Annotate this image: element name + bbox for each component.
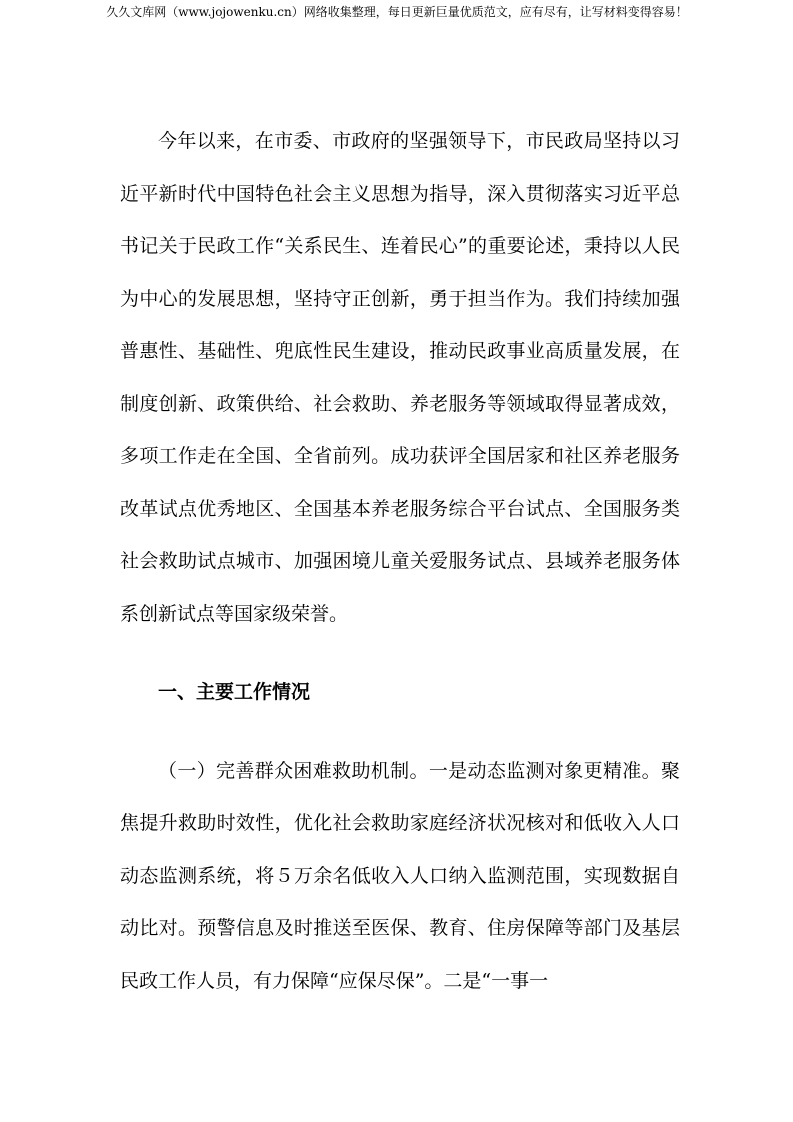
intro-paragraph: 今年以来，在市委、市政府的坚强领导下，市民政局坚持以习近平新时代中国特色社会主义思想为指导，深入贯彻落实习近平总书记关于民政工作“关系民生、连着民心”的重要论述，秉持以人民为中心的发展思想，坚持守正创新，勇于担当作为。我们持续加强普惠性、基础性、兜底性民生建设，推动民政事业高质量发展，在制度创新、政策供给、社会救助、养老服务等领域取得显著成效，多项工作走在全国、全省前列。成功获评全国居家和社区养老服务改革试点优秀地区、全国基本养老服务综合平台试点、全国服务类社会救助试点城市、加强困境儿童关爱服务试点、县域养老服务体系创新试点等国家级荣誉。 xyxy=(120,130,680,625)
page-header: 久久文库网（www.jojowenku.cn）网络收集整理，每日更新巨量优质范文，应有尽有，让写材料变得容易！ xyxy=(106,5,688,19)
section-paragraph: （一）完善群众困难救助机制。一是动态监测对象更精准。聚焦提升救助时效性，优化社会救助家庭经济状况核对和低收入人口动态监测系统，将５万余名低收入人口纳入监测范围，实现数据自动比对。预警信息及时推送至医保、教育、住房保障等部门及基层民政工作人员，有力保障“应保尽保”。二是“一事一 xyxy=(120,759,680,992)
section-heading: 一、主要工作情况 xyxy=(158,681,311,703)
document-body xyxy=(120,115,680,1007)
